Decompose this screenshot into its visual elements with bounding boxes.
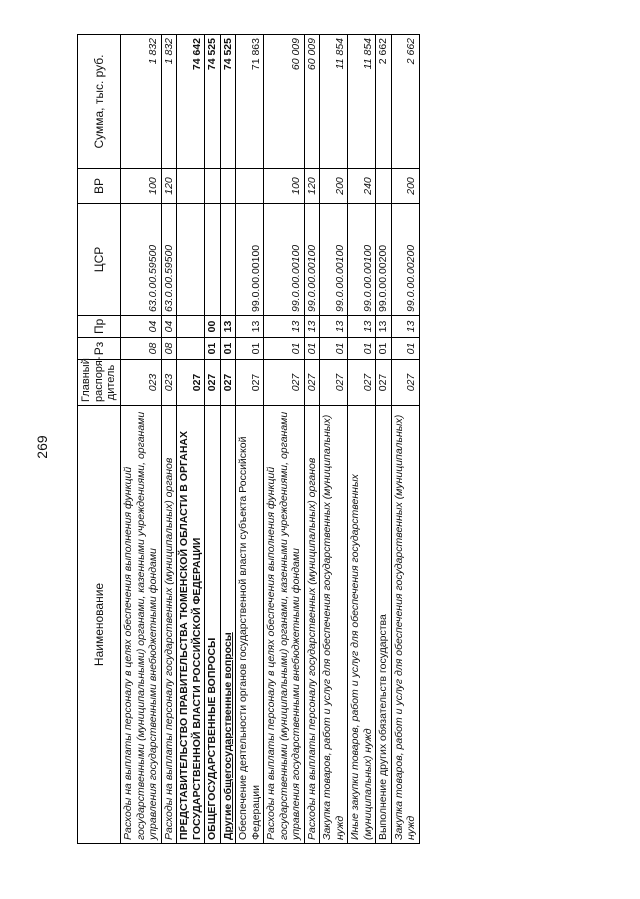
cell-rz: 08 [121, 338, 162, 360]
header-pr: Пр [78, 316, 121, 338]
cell-name: Выполнение других обязательств государства [376, 406, 392, 844]
cell-csr: 99.0.00.00100 [264, 204, 305, 316]
page-number: 269 [34, 435, 50, 459]
cell-pr [177, 316, 205, 338]
cell-sum: 2 662 [376, 35, 392, 169]
cell-vr: 200 [391, 169, 419, 204]
table-row [161, 35, 177, 844]
cell-sum: 60 009 [304, 35, 320, 169]
cell-vr: 120 [161, 169, 177, 204]
table-row [205, 35, 221, 844]
cell-sum: 11 854 [320, 35, 348, 169]
cell-csr: 63.0.00.59500 [161, 204, 177, 316]
header-sum: Сумма, тыс. руб. [78, 35, 121, 169]
table-row [304, 35, 320, 844]
cell-grbs: 027 [264, 360, 305, 406]
cell-sum: 74 642 [177, 35, 205, 169]
cell-vr: 100 [264, 169, 305, 204]
cell-csr: 99.0.00.00200 [376, 204, 392, 316]
cell-name: Расходы на выплаты персоналу государственных (муниципальных) органов [304, 406, 320, 844]
cell-csr: 99.0.00.00100 [320, 204, 348, 316]
cell-rz: 01 [348, 338, 376, 360]
cell-pr: 13 [320, 316, 348, 338]
cell-name: Расходы на выплаты персоналу в целях обеспечения выполнения функций государственными (муниципальными) органами, казенными учреждениями, органами управления государственными внебюджетными фондами [264, 406, 305, 844]
cell-sum: 2 662 [391, 35, 419, 169]
cell-rz: 01 [205, 338, 221, 360]
cell-name: Расходы на выплаты персоналу государственных (муниципальных) органов [161, 406, 177, 844]
table-row [264, 35, 305, 844]
cell-csr: 99.0.00.00100 [348, 204, 376, 316]
budget-table [77, 34, 420, 844]
cell-name: Иные закупки товаров, работ и услуг для обеспечения государственных (муниципальных) нужд [348, 406, 376, 844]
cell-vr [220, 169, 236, 204]
table-row [348, 35, 376, 844]
cell-sum: 60 009 [264, 35, 305, 169]
cell-grbs: 027 [304, 360, 320, 406]
cell-rz: 01 [376, 338, 392, 360]
table-row [376, 35, 392, 844]
header-rz: Рз [78, 338, 121, 360]
cell-sum: 74 525 [220, 35, 236, 169]
cell-csr: 63.0.00.59500 [121, 204, 162, 316]
table-row [220, 35, 236, 844]
cell-grbs: 027 [348, 360, 376, 406]
table-body [121, 35, 420, 844]
cell-rz: 08 [161, 338, 177, 360]
cell-sum: 1 832 [121, 35, 162, 169]
table-row [121, 35, 162, 844]
table-row [391, 35, 419, 844]
cell-grbs: 023 [121, 360, 162, 406]
header-name: Наименование [78, 406, 121, 844]
cell-csr: 99.0.00.00100 [236, 204, 264, 316]
cell-csr: 99.0.00.00100 [304, 204, 320, 316]
cell-vr: 100 [121, 169, 162, 204]
cell-name: Другие общегосударственные вопросы [220, 406, 236, 844]
rotated-page-content [77, 35, 588, 844]
table-header-row [78, 35, 121, 844]
cell-sum: 1 832 [161, 35, 177, 169]
cell-pr: 04 [161, 316, 177, 338]
cell-pr: 13 [304, 316, 320, 338]
cell-grbs: 027 [205, 360, 221, 406]
cell-csr [220, 204, 236, 316]
cell-pr: 13 [236, 316, 264, 338]
cell-name: Закупка товаров, работ и услуг для обеспечения государственных (муниципальных) нужд [320, 406, 348, 844]
cell-grbs: 027 [177, 360, 205, 406]
cell-csr [205, 204, 221, 316]
cell-rz: 01 [320, 338, 348, 360]
header-csr: ЦСР [78, 204, 121, 316]
cell-rz [177, 338, 205, 360]
cell-grbs: 027 [236, 360, 264, 406]
cell-pr: 13 [264, 316, 305, 338]
cell-vr [177, 169, 205, 204]
cell-name: ОБЩЕГОСУДАРСТВЕННЫЕ ВОПРОСЫ [205, 406, 221, 844]
cell-name: Расходы на выплаты персоналу в целях обеспечения выполнения функций государственными (муниципальными) органами, казенными учреждениями, органами управления государственными внебюджетными фондами [121, 406, 162, 844]
cell-name: ПРЕДСТАВИТЕЛЬСТВО ПРАВИТЕЛЬСТВА ТЮМЕНСКОЙ ОБЛАСТИ В ОРГАНАХ ГОСУДАРСТВЕННОЙ ВЛАСТИ РОССИЙСКОЙ ФЕДЕРАЦИИ [177, 406, 205, 844]
cell-grbs: 027 [391, 360, 419, 406]
cell-grbs: 027 [320, 360, 348, 406]
cell-rz: 01 [304, 338, 320, 360]
cell-pr: 04 [121, 316, 162, 338]
cell-grbs: 027 [376, 360, 392, 406]
cell-rz: 01 [236, 338, 264, 360]
cell-vr: 200 [320, 169, 348, 204]
table-row [320, 35, 348, 844]
cell-rz: 01 [264, 338, 305, 360]
cell-csr [177, 204, 205, 316]
header-vr: ВР [78, 169, 121, 204]
cell-csr: 99.0.00.00200 [391, 204, 419, 316]
cell-sum: 71 863 [236, 35, 264, 169]
cell-pr: 00 [205, 316, 221, 338]
cell-name: Закупка товаров, работ и услуг для обеспечения государственных (муниципальных) нужд [391, 406, 419, 844]
cell-rz: 01 [220, 338, 236, 360]
cell-vr [236, 169, 264, 204]
table-row [177, 35, 205, 844]
cell-pr: 13 [391, 316, 419, 338]
cell-vr [376, 169, 392, 204]
cell-sum: 11 854 [348, 35, 376, 169]
cell-rz: 01 [391, 338, 419, 360]
cell-name: Обеспечение деятельности органов государственной власти субъекта Российской Федерации [236, 406, 264, 844]
cell-pr: 13 [348, 316, 376, 338]
cell-grbs: 023 [161, 360, 177, 406]
cell-pr: 13 [220, 316, 236, 338]
cell-sum: 74 525 [205, 35, 221, 169]
cell-vr [205, 169, 221, 204]
cell-vr: 120 [304, 169, 320, 204]
cell-vr: 240 [348, 169, 376, 204]
header-grbs: Главный распоря-дитель [78, 360, 121, 406]
table-row [236, 35, 264, 844]
cell-grbs: 027 [220, 360, 236, 406]
cell-pr: 13 [376, 316, 392, 338]
